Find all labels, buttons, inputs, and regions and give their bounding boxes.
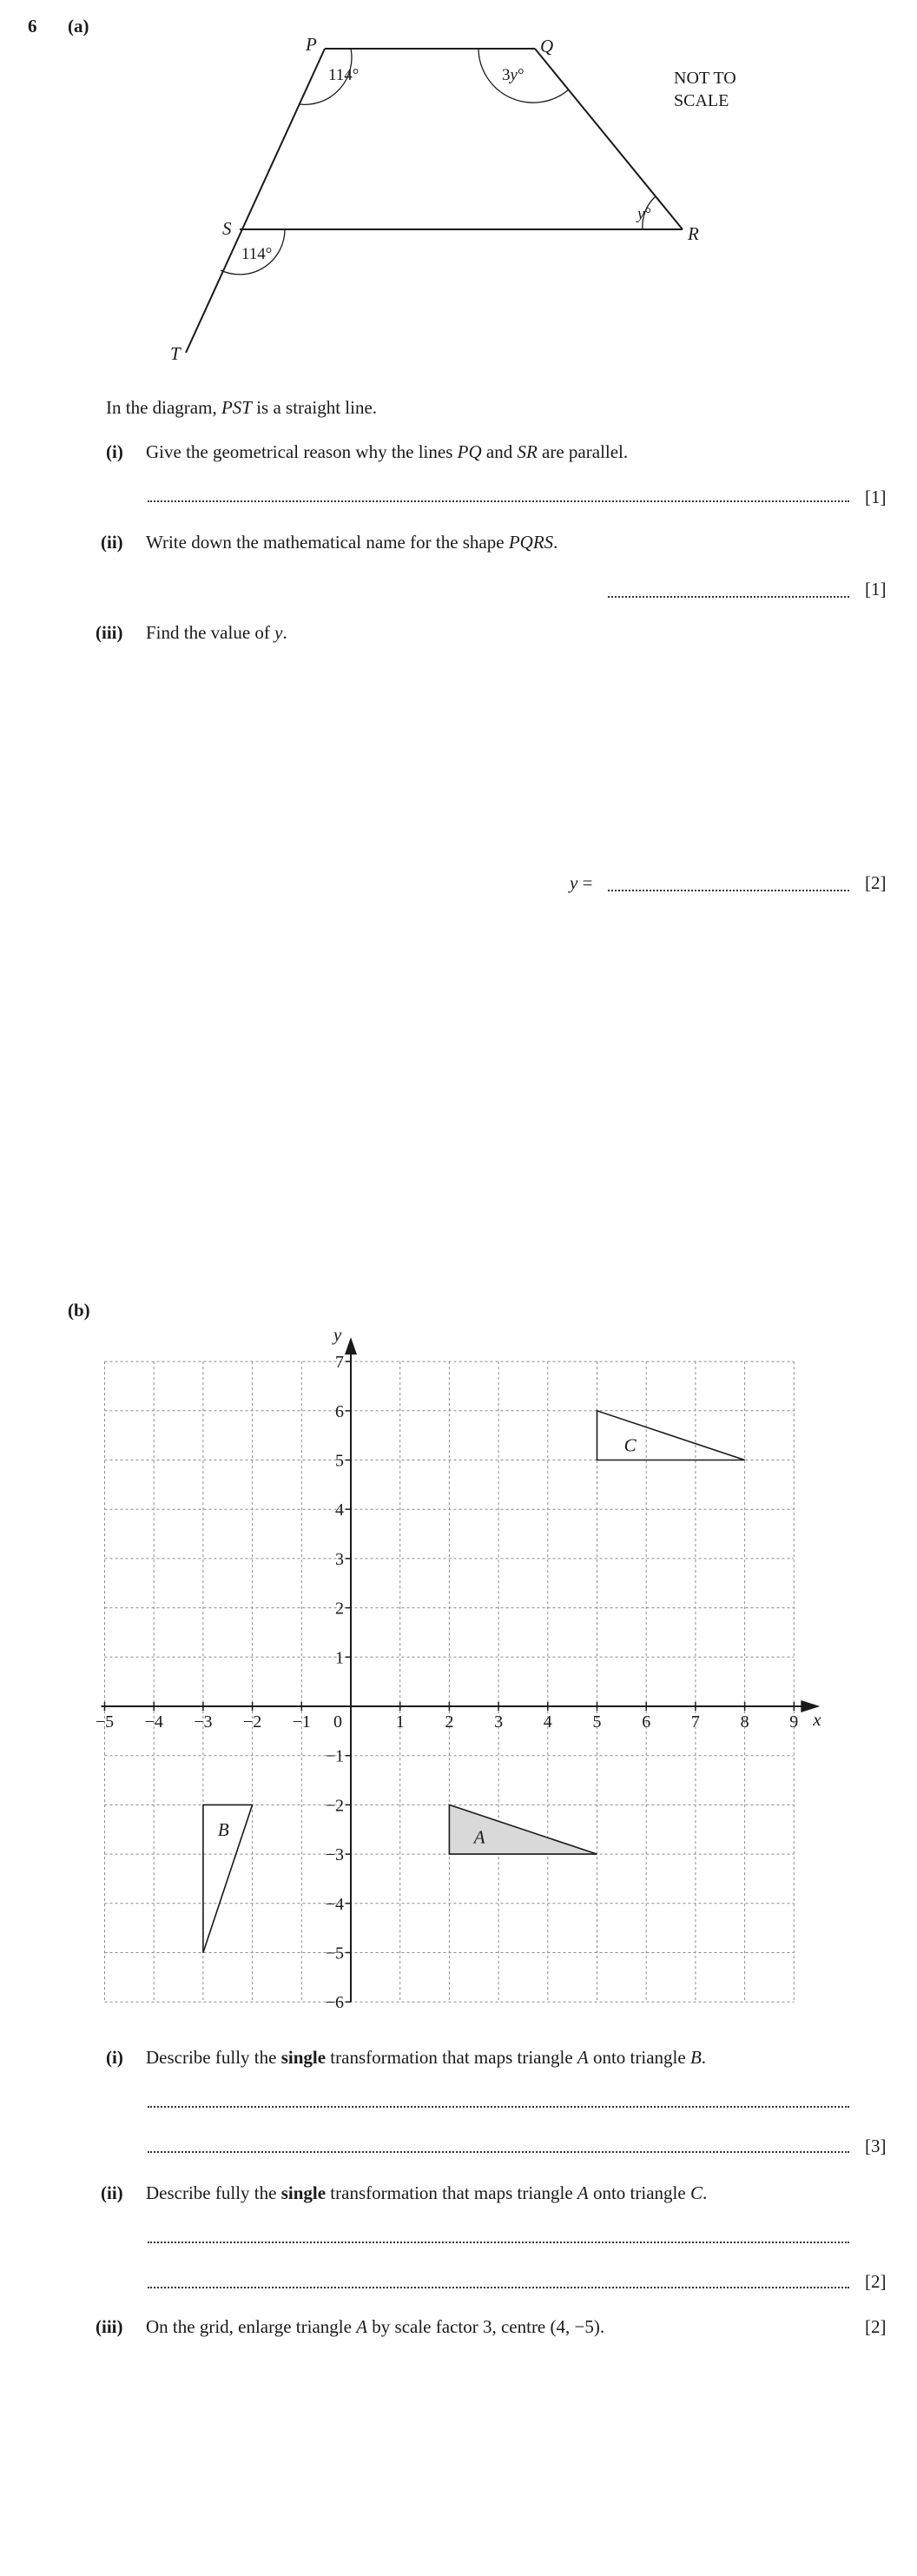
not-to-scale-line1: NOT TO bbox=[674, 69, 736, 88]
triangle-label-b: B bbox=[217, 1818, 229, 1840]
part-b-i-label: (i) bbox=[106, 2047, 123, 2068]
triangle-label-c: C bbox=[623, 1434, 637, 1456]
marks-a-iii: [2] bbox=[865, 872, 887, 893]
origin-label: 0 bbox=[333, 1712, 342, 1732]
marks-b-iii: [2] bbox=[865, 2316, 887, 2337]
triangle-a bbox=[449, 1805, 597, 1854]
x-axis-label: x bbox=[813, 1709, 821, 1730]
not-to-scale-line2: SCALE bbox=[674, 91, 729, 110]
triangle-label-a: A bbox=[473, 1826, 485, 1848]
y-tick-label: −5 bbox=[325, 1944, 344, 1963]
x-tick-label: 2 bbox=[445, 1712, 454, 1732]
x-tick-label: 4 bbox=[543, 1712, 552, 1732]
vertex-q: Q bbox=[540, 36, 554, 56]
y-axis-label: y bbox=[333, 1324, 342, 1346]
x-tick-label: 3 bbox=[494, 1712, 504, 1732]
answer-line-a-iii[interactable] bbox=[608, 890, 849, 891]
y-tick-label: 4 bbox=[335, 1500, 344, 1520]
part-b-ii-question: Describe fully the single transformation that maps triangle A onto triangle C. bbox=[146, 2182, 708, 2203]
x-tick-label: 8 bbox=[740, 1712, 749, 1732]
line-pst bbox=[186, 49, 325, 353]
y-tick-label: −4 bbox=[325, 1894, 344, 1914]
x-tick-label: 6 bbox=[642, 1712, 651, 1732]
x-tick-label: 1 bbox=[395, 1712, 405, 1732]
part-a-i-question: Give the geometrical reason why the lines PQ and SR are parallel. bbox=[146, 441, 629, 462]
part-b-ii-label: (ii) bbox=[101, 2182, 123, 2203]
y-tick-label: −6 bbox=[325, 1993, 344, 2013]
x-tick-label: −5 bbox=[95, 1712, 115, 1732]
answer-line-a-ii[interactable] bbox=[608, 596, 849, 598]
trapezium-diagram bbox=[0, 0, 917, 382]
x-tick-label: 7 bbox=[690, 1712, 700, 1732]
x-tick-label: −3 bbox=[194, 1712, 213, 1732]
y-tick-label: 3 bbox=[335, 1549, 344, 1569]
angle-r-label: y° bbox=[637, 205, 652, 223]
part-a-ii-question: Write down the mathematical name for the shape PQRS. bbox=[146, 532, 558, 553]
y-tick-label: 1 bbox=[335, 1648, 344, 1668]
part-b-iii-label: (iii) bbox=[96, 2316, 123, 2337]
vertex-t: T bbox=[170, 343, 181, 364]
x-tick-label: −1 bbox=[292, 1712, 311, 1732]
y-tick-label: −3 bbox=[325, 1845, 344, 1865]
marks-b-ii: [2] bbox=[865, 2271, 887, 2292]
answer-label-y: y = bbox=[570, 872, 593, 893]
vertex-p: P bbox=[306, 34, 317, 55]
part-b-i-question: Describe fully the single transformation that maps triangle A onto triangle B. bbox=[146, 2047, 707, 2068]
angle-s-label: 114° bbox=[241, 245, 273, 263]
answer-line-b-i-2[interactable] bbox=[148, 2151, 849, 2153]
answer-line-b-ii-1[interactable] bbox=[148, 2242, 849, 2243]
part-a-intro: In the diagram, PST is a straight line. bbox=[106, 397, 378, 418]
answer-line-b-i-1[interactable] bbox=[148, 2106, 849, 2108]
part-a-ii-label: (ii) bbox=[101, 532, 123, 553]
vertex-r: R bbox=[688, 223, 699, 244]
x-tick-label: 5 bbox=[592, 1712, 602, 1732]
y-tick-label: 5 bbox=[335, 1451, 344, 1471]
marks-a-i: [1] bbox=[865, 487, 887, 507]
x-tick-label: −2 bbox=[242, 1712, 262, 1732]
part-a-iii-question: Find the value of y. bbox=[146, 622, 287, 643]
coordinate-grid[interactable] bbox=[0, 1312, 917, 2024]
answer-line-a-i[interactable] bbox=[148, 500, 849, 502]
angle-p-label: 114° bbox=[328, 66, 360, 84]
question-number: 6 bbox=[28, 16, 37, 36]
triangle-c bbox=[597, 1411, 745, 1460]
part-a-label: (a) bbox=[68, 16, 89, 36]
y-tick-label: −2 bbox=[325, 1796, 344, 1816]
marks-a-ii: [1] bbox=[865, 579, 887, 599]
answer-line-b-ii-2[interactable] bbox=[148, 2287, 849, 2288]
y-tick-label: 2 bbox=[335, 1599, 344, 1619]
y-axis-arrow bbox=[345, 1337, 357, 1354]
vertex-s: S bbox=[222, 218, 232, 239]
side-qr bbox=[535, 49, 683, 229]
part-b-iii-question: On the grid, enlarge triangle A by scale factor 3, centre (4, −5). bbox=[146, 2316, 605, 2337]
y-tick-label: −1 bbox=[325, 1746, 344, 1766]
angle-q-label: 3y° bbox=[502, 66, 524, 84]
x-tick-label: −4 bbox=[144, 1712, 163, 1732]
x-tick-label: 9 bbox=[789, 1712, 799, 1732]
part-b-label: (b) bbox=[68, 1300, 90, 1321]
y-tick-label: 6 bbox=[335, 1401, 344, 1421]
marks-b-i: [3] bbox=[865, 2136, 887, 2156]
y-tick-label: 7 bbox=[335, 1353, 344, 1373]
part-a-i-label: (i) bbox=[106, 441, 123, 462]
part-a-iii-label: (iii) bbox=[96, 622, 123, 643]
